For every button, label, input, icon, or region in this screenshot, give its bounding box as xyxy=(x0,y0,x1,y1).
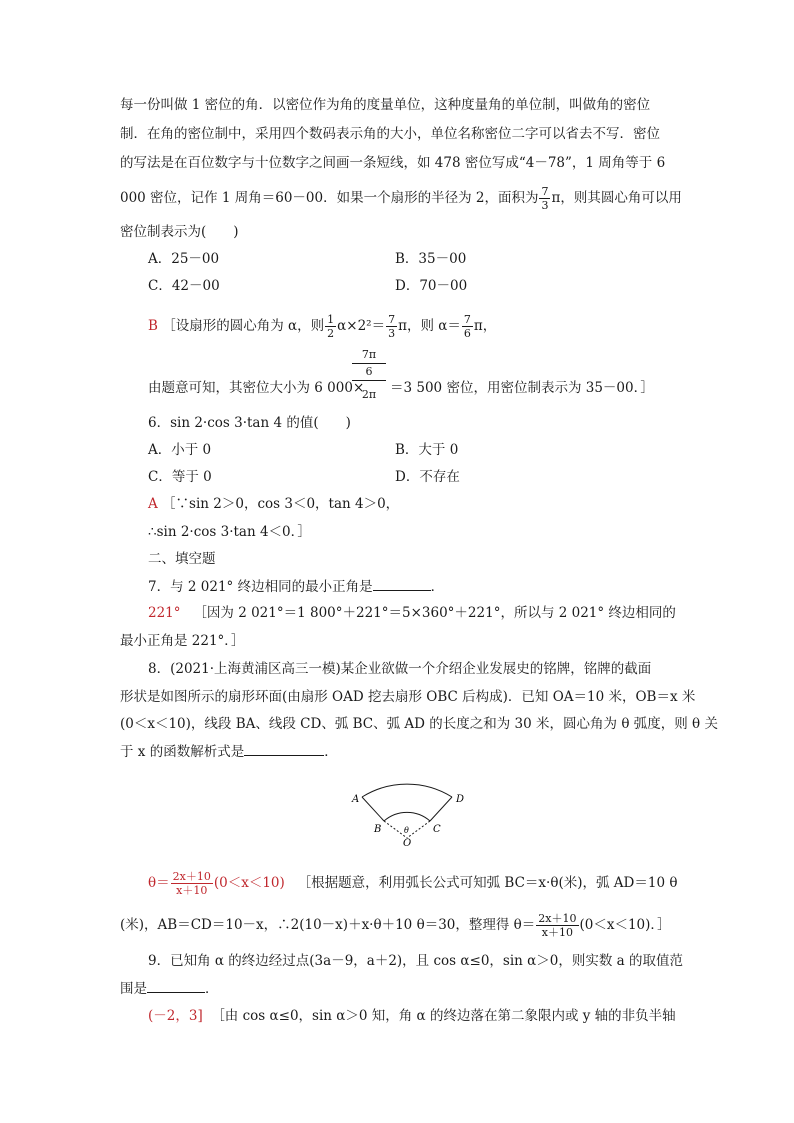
q8-line-3: (0＜x＜10)，线段 BA、线段 CD、弧 BC、弧 AD 的长度之和为 30 米，圆心角为 θ 弧度，则 θ 关 xyxy=(120,716,718,732)
section-heading-fill-in: 二、填空题 xyxy=(148,551,216,567)
q6-option-b: B．大于 0 xyxy=(395,442,459,458)
q8-line-1: 8．(2021·上海黄浦区高三一模)某企业欲做一个介绍企业发展史的铭牌，铭牌的截面 xyxy=(148,661,652,677)
q6-stem: 6．sin 2·cos 3·tan 4 的值( ) xyxy=(148,415,351,431)
q5-compound-fraction: 7π 6 2π xyxy=(352,347,386,403)
q5-solution-line-1: B ［设扇形的圆心角为 α，则 $\frac{1}{2}$ α×2²＝ $\frac{7}{3}$ π，则 α＝ $\frac{7}{6}$ π， xyxy=(148,313,497,340)
q5-line-4b: π，则其圆心角可以用 xyxy=(551,190,682,206)
q8-solution-line-1: θ＝ $\frac{2x+10}{x+10}$ (0＜x＜10) ［根据题意，利用弧长公式可知弧 BC＝x·θ(米)，弧 AD＝10 θ xyxy=(148,870,678,897)
q7-answer: 221° xyxy=(148,605,181,621)
q5-seven-sixths-fraction: $\frac{7}{6}$ xyxy=(463,313,471,340)
q9-answer: (－2，3] xyxy=(148,1008,203,1024)
q8-answer-fraction: $\frac{2x+10}{x+10}$ xyxy=(172,870,211,897)
label-c: C xyxy=(433,824,441,835)
q7-stem: 7．与 2 021° 终边相同的最小正角是 ． xyxy=(148,576,444,597)
q9-blank xyxy=(147,978,205,993)
arc-bc xyxy=(384,812,430,821)
q5-line-2: 制．在角的密位制中，采用四个数码表示角的大小，单位名称密位二字可以省去不写．密位 xyxy=(120,126,660,142)
q5-option-c: C．42－00 xyxy=(148,278,220,294)
q5-option-b: B．35－00 xyxy=(395,251,467,267)
label-d: D xyxy=(456,794,465,805)
q6-answer: A xyxy=(148,496,158,512)
q6-solution-line-2: ∴sin 2·cos 3·tan 4＜0．］ xyxy=(148,524,311,540)
q8-sector-ring-figure xyxy=(340,772,480,848)
q6-option-c: C．等于 0 xyxy=(148,469,212,485)
q5-solution-line-2a: 由题意可知，其密位大小为 6 000× xyxy=(148,380,365,396)
q8-answer: θ＝ $\frac{2x+10}{x+10}$ (0＜x＜10) xyxy=(148,870,285,897)
q7-solution-line-1: 221° ［因为 2 021°＝1 800°＋221°＝5×360°＋221°，所以与 2 021° 终边相同的 xyxy=(148,605,676,621)
q9-line-2: 围是 ． xyxy=(120,978,219,999)
q5-area-fraction: $\frac{7}{3}$ xyxy=(541,185,549,212)
q6-option-a: A．小于 0 xyxy=(148,442,212,458)
label-b: B xyxy=(374,824,382,835)
q5-seven-thirds-fraction: $\frac{7}{3}$ xyxy=(388,313,396,340)
q6-solution-line-1: A ［∵sin 2＞0，cos 3＜0，tan 4＞0， xyxy=(148,496,400,512)
q5-option-a: A．25－00 xyxy=(148,251,220,267)
q9-line-1: 9．已知角 α 的终边经过点(3a－9，a＋2)，且 cos α≤0，sin α＞0，则实数 a 的取值范 xyxy=(148,953,683,969)
label-o: O xyxy=(403,838,412,848)
q8-solution-fraction: $\frac{2x+10}{x+10}$ xyxy=(538,912,577,939)
q5-answer: B xyxy=(148,318,158,334)
q5-line-4 xyxy=(120,185,682,212)
label-a: A xyxy=(352,794,360,805)
q5-line-5: 密位制表示为( ) xyxy=(120,224,239,240)
q8-line-2: 形状是如图所示的扇形环面(由扇形 OAD 挖去扇形 OBC 后构成)．已知 OA＝10 米，OB＝x 米 xyxy=(120,689,696,705)
dashed-oc xyxy=(407,821,430,838)
q5-solution-line-2b: ＝3 500 密位，用密位制表示为 35－00．］ xyxy=(390,380,654,396)
q8-solution-line-2: (米)，AB＝CD＝10－x，∴2(10－x)＋x·θ＋10 θ＝30，整理得 θ＝ $\frac{2x+10}{x+10}$ (0＜x＜10)．］ xyxy=(120,912,671,939)
q8-line-4: 于 x 的函数解析式是 ． xyxy=(120,741,338,762)
q6-option-d: D．不存在 xyxy=(395,469,460,485)
q7-solution-line-2: 最小正角是 221°．］ xyxy=(120,633,245,649)
segment-ba xyxy=(362,797,384,821)
q5-line-3: 的写法是在百位数字与十位数字之间画一条短线，如 478 密位写成“4－78”，1 周角等于 6 xyxy=(120,155,666,171)
q5-line-4a: 000 密位，记作 1 周角＝60－00．如果一个扇形的半径为 2，面积为 xyxy=(120,190,539,206)
q5-option-d: D．70－00 xyxy=(395,278,468,294)
arc-ad xyxy=(362,784,452,797)
q5-line-1: 每一份叫做 1 密位的角．以密位作为角的度量单位，这种度量角的单位制，叫做角的密位 xyxy=(120,97,651,113)
q9-solution-line-1: (－2，3] ［由 cos α≤0，sin α＞0 知，角 α 的终边落在第二象限内或 y 轴的非负半轴 xyxy=(148,1008,676,1024)
q8-blank xyxy=(244,741,324,756)
label-theta: θ xyxy=(404,826,409,835)
q5-half-fraction: $\frac{1}{2}$ xyxy=(327,313,335,340)
q7-blank xyxy=(373,576,431,591)
segment-cd xyxy=(430,797,452,821)
